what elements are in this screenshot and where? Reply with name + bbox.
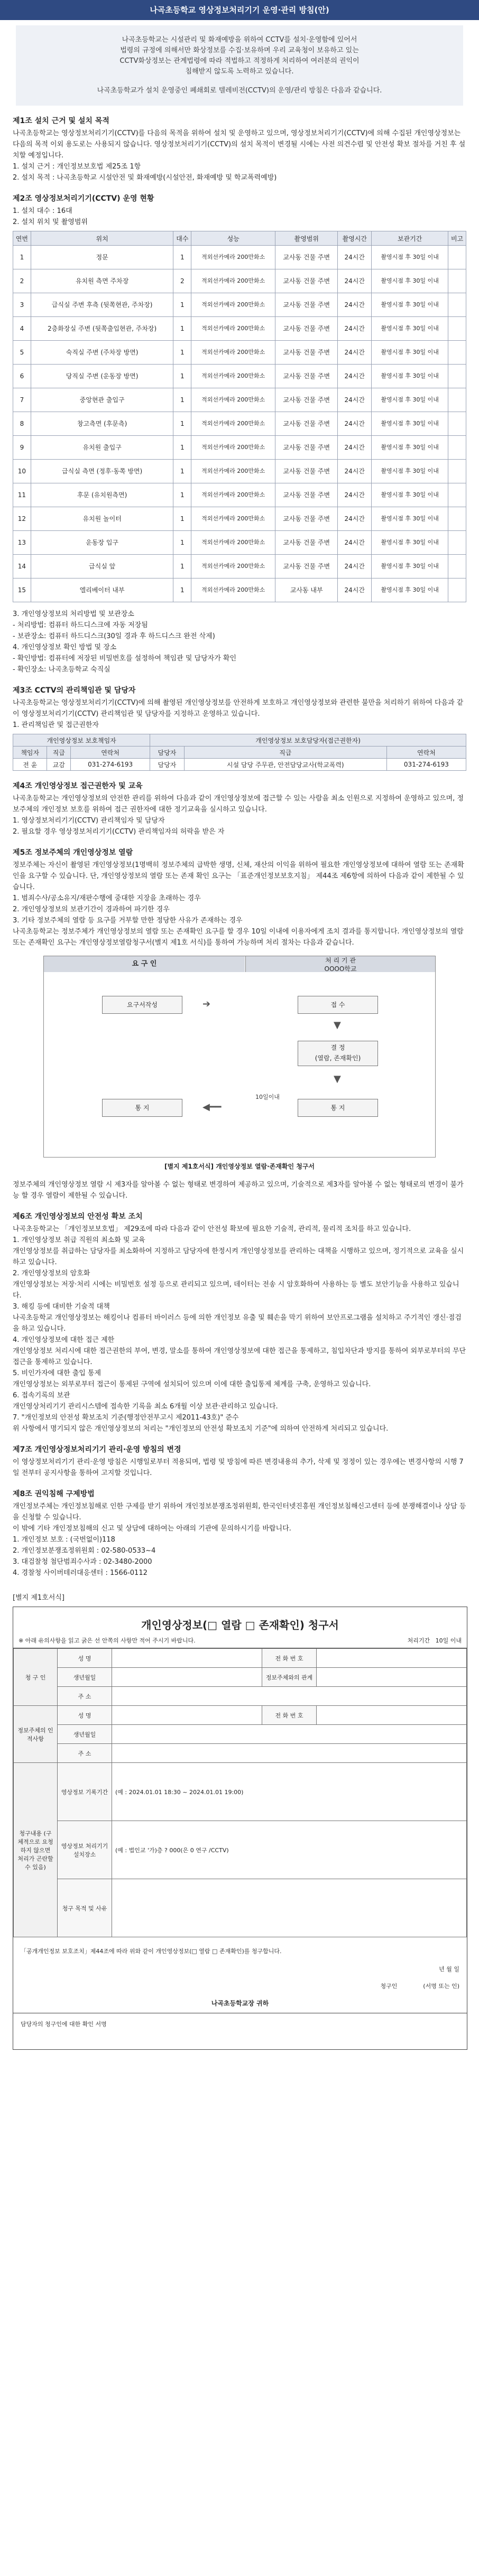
request-content-label: 청구내용 (구체적으로 요청하지 않으면 처리가 곤란할 수 있음) — [14, 1763, 58, 1937]
section-10 — [13, 1488, 466, 1579]
section-body: 나곡초등학교는 개인영상정보의 안전한 관리를 위하여 다음과 같이 개인영상정보에 접근할 수 있는 사람을 최소 인원으로 지정하여 운영하고 있으며, 정보주체의 개인정보 보호를 위하여 접근 권한자에 대한 정기교육을 실시하고 있습니다. — [13, 795, 464, 814]
agency-head-name: OOOO학교 — [324, 965, 357, 973]
table-cell: 5 — [13, 341, 31, 365]
section-body: 나곡초등학교는 영상정보처리기기(CCTV)를 다음의 목적을 위하여 설치 및 운영하고 있으며, 영상정보처리기기(CCTV)에 의해 수집된 개인영상정보는 다음의 목적 이외 용도로는 사용되지 않습니다. 영상정보처리기기(CCTV)의 설치 목적이 변경될 시에는 사전 의견수렴 및 안전성 확보 절차를 거친 후 설치할 예정입니다. — [13, 129, 466, 160]
table-cell: 1 — [173, 293, 191, 317]
column-header: 성능 — [191, 231, 275, 246]
section-title: 제3조 CCTV의 관리책임관 및 담당자 — [13, 686, 136, 695]
table-cell: 1 — [173, 507, 191, 531]
table-cell: 교사동 건물 주변 — [275, 246, 338, 269]
relation-label: 정보주체와의 관계 — [262, 1668, 316, 1687]
section-line: 1. 개인영상정보 취급 직원의 최소화 및 교육 — [13, 1236, 145, 1244]
section-line: 개인영상정보는 외부로부터 접근이 통제된 구역에 설치되어 있으며 이에 대한 출입통제 체계를 구축, 운영하고 있습니다. — [13, 1380, 371, 1388]
form-label-text: [별지 제1호서식] — [13, 1594, 65, 1602]
table-row — [13, 507, 466, 531]
cell: 시설 담당 주무관, 안전담당교사(학교폭력) — [184, 759, 386, 771]
notify-left-box: 통 지 — [102, 1099, 182, 1117]
section-line: 2. 개인영상정보의 암호화 — [13, 1270, 90, 1277]
section-line: 개인영상정보를 취급하는 담당자를 최소화하여 지정하고 담당자에 한정시켜 개인영상정보를 관리하는 대책을 시행하고 있으며, 정기적으로 교육을 실시하고 있습니다. — [13, 1247, 464, 1266]
table-cell: 교사동 내부 — [275, 578, 338, 602]
period-label: 영상정보 기록기간 — [58, 1763, 112, 1821]
table-cell: 촬영시점 후 30일 이내 — [372, 341, 448, 365]
request-box: 요구서작성 — [102, 996, 182, 1014]
purpose-label: 청구 목적 및 사유 — [58, 1879, 112, 1937]
col-head: 연락처 — [386, 746, 466, 759]
section-7 — [13, 1179, 466, 1201]
table-cell: 촬영시점 후 30일 이내 — [372, 412, 448, 436]
arrow-left-icon: ◀━━ — [202, 1102, 222, 1113]
address-label: 주 소 — [58, 1744, 112, 1763]
table-cell: 24시간 — [338, 412, 372, 436]
table-row — [13, 555, 466, 578]
table-cell: 24시간 — [338, 555, 372, 578]
cell: 031-274-6193 — [386, 759, 466, 771]
table-cell: 교사동 건물 주변 — [275, 388, 338, 412]
section-6 — [13, 847, 466, 948]
section-line: 4. 경찰청 사이버테러대응센터 : 1566-0112 — [13, 1569, 148, 1577]
table-cell: 적외선카메라 200만화소 — [191, 317, 275, 341]
staff-confirm-row — [13, 2013, 467, 2049]
section-line: 개인영상정보는 저장·처리 시에는 비밀번호 설정 등으로 관리되고 있으며, 데이터는 전송 시 암호화하여 사용하는 등 별도 보안기능을 사용하고 있습니다. — [13, 1281, 459, 1300]
table-cell — [448, 483, 466, 507]
table-cell: 적외선카메라 200만화소 — [191, 507, 275, 531]
table-cell: 1 — [173, 246, 191, 269]
table-cell: 8 — [13, 412, 31, 436]
form-title: 개인영상정보(□ 열람 □ 존재확인) 청구서 — [141, 1619, 339, 1631]
table-row — [13, 412, 466, 436]
table-row — [13, 483, 466, 507]
table-cell: 운동장 입구 — [31, 531, 173, 555]
section-title: 제4조 개인영상정보 접근권한자 및 교육 — [13, 782, 143, 790]
table-cell: 적외선카메라 200만화소 — [191, 341, 275, 365]
table-cell: 적외선카메라 200만화소 — [191, 388, 275, 412]
subject-birth-field[interactable] — [112, 1725, 467, 1744]
section-9 — [13, 1444, 466, 1479]
col-head: 연락처 — [71, 746, 150, 759]
procedure-diagram — [43, 956, 436, 1158]
applicant-address-field[interactable] — [112, 1687, 467, 1706]
birth-label: 생년월일 — [58, 1725, 112, 1744]
table-cell: 교사동 건물 주변 — [275, 507, 338, 531]
applicant-name-field[interactable] — [112, 1649, 262, 1668]
cell: 전 윤 — [13, 759, 47, 771]
table-cell: 1 — [173, 412, 191, 436]
section-3 — [13, 609, 466, 675]
processing-label: 처리기간 — [407, 1637, 430, 1644]
table-cell: 24시간 — [338, 293, 372, 317]
section-body: 이 영상정보처리기기 관리·운영 방침은 시행일로부터 적용되며, 법령 및 방침에 따른 변경내용의 추가, 삭제 및 정정이 있는 경우에는 변경사항의 시행 7일 전부터 공지사항을 통하여 고지할 것입니다. — [13, 1458, 464, 1477]
table-cell — [448, 531, 466, 555]
section-line: 3. 대검찰청 첨단범죄수사과 : 02-3480-2000 — [13, 1558, 152, 1566]
form-footer-text — [13, 1937, 467, 2013]
table-cell — [448, 388, 466, 412]
applicant-birth-field[interactable] — [112, 1668, 262, 1687]
cctv-table-body — [13, 246, 466, 602]
table-cell: 13 — [13, 531, 31, 555]
table-cell: 촬영시점 후 30일 이내 — [372, 436, 448, 460]
table-cell: 적외선카메라 200만화소 — [191, 578, 275, 602]
column-header: 촬영시간 — [338, 231, 372, 246]
period-field[interactable]: (예 : 2024.01.01 18:30 ~ 2024.01.01 19:00) — [112, 1763, 467, 1821]
processing-period — [408, 1636, 462, 1645]
table-row — [13, 460, 466, 483]
table-cell: 15 — [13, 578, 31, 602]
law-statement: 「공개개인정보 보호조치」제44조에 따라 위와 같이 개인영상정보(□ 열람 □ 존재확인)를 청구합니다. — [21, 1948, 282, 1955]
name-label: 성 명 — [58, 1649, 112, 1668]
table-cell: 24시간 — [338, 341, 372, 365]
table-cell — [448, 365, 466, 388]
section-body: 개인정보주체는 개인정보침해로 인한 구제를 받기 위하여 개인정보분쟁조정위원회, 한국인터넷진흥원 개인정보침해신고센터 등에 분쟁해결이나 상담 등을 신청할 수 있습니다. — [13, 1502, 466, 1522]
section-line: 7. "개인정보의 안전성 확보조치 기준(행정안전부고시 제2011-43호)" 준수 — [13, 1414, 239, 1422]
table-row — [13, 436, 466, 460]
staff-confirm-label: 담당자의 청구인에 대한 확인 서명 — [21, 2021, 107, 2028]
table-cell: 7 — [13, 388, 31, 412]
section-line: - 확인방법: 컴퓨터에 저장된 비밀번호를 설정하여 책임관 및 담당자가 확인 — [13, 655, 237, 662]
table-cell: 촬영시점 후 30일 이내 — [372, 388, 448, 412]
section-line: 5. 비인가자에 대한 출입 통제 — [13, 1369, 102, 1377]
section-line: 위 사항에서 명기되지 않은 개인영상정보의 처리는 "개인정보의 안전성 확보조치 기준"에 의하여 안전하게 처리되고 있습니다. — [13, 1425, 389, 1433]
table-cell: 1 — [173, 365, 191, 388]
table-cell: 2 — [173, 269, 191, 293]
section-title: 제6조 개인영상정보의 안전성 확보 조치 — [13, 1212, 143, 1221]
section-item: 2. 필요할 경우 영상정보처리기기(CCTV) 관리책임자의 허락을 받은 자 — [13, 828, 225, 836]
cell: 교감 — [47, 759, 71, 771]
section-title: 제1조 설치 근거 및 설치 목적 — [13, 117, 109, 125]
table-cell: 교사동 건물 주변 — [275, 341, 338, 365]
table-cell — [448, 293, 466, 317]
subject-phone-field[interactable] — [316, 1706, 466, 1725]
table-cell: 1 — [173, 483, 191, 507]
table-cell: 급식실 앞 — [31, 555, 173, 578]
table-cell: 1 — [173, 555, 191, 578]
table-cell: 적외선카메라 200만화소 — [191, 555, 275, 578]
table-cell: 중앙현관 출입구 — [31, 388, 173, 412]
birth-label: 생년월일 — [58, 1668, 112, 1687]
purpose-field[interactable] — [112, 1879, 467, 1937]
table-cell: 12 — [13, 507, 31, 531]
intro-line: CCTV화상정보는 관계법령에 따라 적법하고 적정하게 처리하여 여러분의 권익이 — [119, 57, 360, 65]
arrow-down-icon: ▼ — [334, 1020, 341, 1031]
table-cell: 적외선카메라 200만화소 — [191, 483, 275, 507]
table-cell — [448, 269, 466, 293]
section-line: 1. 개인정보 보호 : (국번없이)118 — [13, 1536, 115, 1544]
table-cell: 1 — [173, 436, 191, 460]
column-header: 보관기간 — [372, 231, 448, 246]
table-cell: 24시간 — [338, 531, 372, 555]
section-item: 1. 영상정보처리기기(CCTV) 관리책임자 및 담당자 — [13, 817, 165, 825]
table-cell — [448, 246, 466, 269]
subject-name-field[interactable] — [112, 1706, 262, 1725]
table-cell: 적외선카메라 200만화소 — [191, 436, 275, 460]
table-cell: 촬영시점 후 30일 이내 — [372, 269, 448, 293]
table-cell: 적외선카메라 200만화소 — [191, 460, 275, 483]
receive-box: 접 수 — [298, 996, 378, 1014]
table-cell: 2층화장실 주변 (뒷쪽출입현관, 주차장) — [31, 317, 173, 341]
table-cell — [448, 317, 466, 341]
agency-head-label: 처 리 기 관 — [325, 957, 356, 964]
table-cell — [448, 341, 466, 365]
phone-label: 전 화 번 호 — [262, 1649, 316, 1668]
section-title: 제7조 개인영상정보처리기기 관리·운영 방침의 변경 — [13, 1445, 181, 1454]
section-8 — [13, 1211, 466, 1434]
table-cell: 교사동 건물 주변 — [275, 436, 338, 460]
table-cell: 촬영시점 후 30일 이내 — [372, 365, 448, 388]
table-cell: 24시간 — [338, 317, 372, 341]
signature-label: 청구인 — [380, 1983, 398, 1990]
table-cell: 급식실 주변 후측 (뒷쪽현관, 주차장) — [31, 293, 173, 317]
form-label — [13, 1592, 466, 1603]
section-line: 나곡초등학교 개인영상정보는 해킹이나 컴퓨터 바이러스 등에 의한 개인정보 유출 및 훼손을 막기 위하여 보안프로그램을 설치하고 주기적인 갱신·점검을 하고 있습니다. — [13, 1314, 462, 1333]
section-line: 2. 개인정보분쟁조정위원회 : 02-580-0533~4 — [13, 1547, 156, 1555]
form-date: 년 월 일 — [439, 1966, 459, 1973]
table-cell: 유치원 측면 주차장 — [31, 269, 173, 293]
table-cell: 1 — [173, 317, 191, 341]
table-cell: 촬영시점 후 30일 이내 — [372, 578, 448, 602]
table-cell: 교사동 건물 주변 — [275, 365, 338, 388]
section-line: - 확인장소: 나곡초등학교 숙직실 — [13, 666, 110, 674]
recipient: 나곡초등학교장 귀하 — [211, 2000, 269, 2007]
table-cell: 9 — [13, 436, 31, 460]
table-cell: 24시간 — [338, 246, 372, 269]
column-header: 비고 — [448, 231, 466, 246]
form-note: ※ 아래 유의사항을 읽고 굵은 선 안쪽의 사항만 적어 주시기 바랍니다. — [19, 1637, 196, 1644]
table-cell: 교사동 건물 주변 — [275, 531, 338, 555]
relation-field[interactable] — [316, 1668, 466, 1687]
table-cell: 1 — [173, 531, 191, 555]
section-item: 2. 설치 목적 : 나곡초등학교 시설안전 및 화재예방(시설안전, 화재예방 및 학교폭력예방) — [13, 174, 277, 182]
section-item: 1. 범죄수사/공소유지/재판수행에 중대한 지장을 초래하는 경우 — [13, 894, 201, 902]
table-cell: 4 — [13, 317, 31, 341]
request-form — [13, 1607, 467, 2050]
place-field[interactable]: (예 : 법인교 '가)층 ? 000(은 0 연구 /CCTV) — [112, 1821, 467, 1879]
table-cell: 24시간 — [338, 578, 372, 602]
table-cell: 1 — [13, 246, 31, 269]
table-cell: 3 — [13, 293, 31, 317]
table-cell — [448, 436, 466, 460]
intro-line: 법령의 규정에 의해서만 화상정보를 수집·보유하며 우리 교육청이 보유하고 있는 — [120, 46, 359, 54]
section-5 — [13, 780, 466, 837]
column-header: 위치 — [31, 231, 173, 246]
section-line: 개인영상처리기기 관리시스템에 접속한 기록을 최소 6개월 이상 보관·관리하고 있습니다. — [13, 1403, 278, 1411]
table-cell: 6 — [13, 365, 31, 388]
intro-box — [16, 25, 463, 106]
section-line: - 처리방법: 컴퓨터 하드디스크에 자동 저장됨 — [13, 621, 148, 629]
section-line: 3. 개인영상정보의 처리방법 및 보관장소 — [13, 610, 134, 618]
section-body: 나곡초등학교는 정보주체가 개인영상정보의 열람 또는 존재확인 요구를 할 경우 10일 이내에 이용자에게 조치 결과를 통지합니다. 개인영상정보의 열람 또는 존재확인 요구는 개인영상정보열람청구서(별지 제1호 서식)를 통하여 가능하며 처리 절차는 다음과 같습니다. — [13, 928, 464, 947]
diagram-caption: [별지 제1호서식] 개인영상정보 열람·존재확인 청구서 — [164, 1163, 315, 1170]
cell: 담당자 — [150, 759, 184, 771]
table-row — [13, 531, 466, 555]
table-cell: 2 — [13, 269, 31, 293]
section-body: 나곡초등학교는 영상정보처리기기(CCTV)에 의해 촬영된 개인영상정보를 안전하게 보호하고 개인영상정보와 관련한 불만을 처리하기 위하여 다음과 같이 영상정보처리기기(CCTV) 관리책임관 및 담당자를 지정하고 운영하고 있습니다. — [13, 699, 464, 718]
col-head: 직급 — [184, 746, 386, 759]
table-cell: 교사동 건물 주변 — [275, 555, 338, 578]
table-cell: 10 — [13, 460, 31, 483]
table-cell: 24시간 — [338, 388, 372, 412]
table-cell: 적외선카메라 200만화소 — [191, 365, 275, 388]
table-cell: 정문 — [31, 246, 173, 269]
table-cell: 적외선카메라 200만화소 — [191, 246, 275, 269]
section-line: 개인영상정보 처리시에 대한 접근권한의 부여, 변경, 말소를 통하여 개인영상정보에 대한 접근을 통제하고, 침입차단과 방지를 통하여 외부로부터의 무단 접근을 통제하고 있습니다. — [13, 1347, 466, 1366]
subject-address-field[interactable] — [112, 1744, 467, 1763]
section-4 — [13, 685, 466, 731]
processing-value: 10일 이내 — [435, 1637, 462, 1644]
section-item: 2. 개인영상정보의 보관기간이 경과하여 파기한 경우 — [13, 906, 170, 913]
form-top-row — [13, 1632, 467, 1648]
section-line: - 보관장소: 컴퓨터 하드디스크(30일 경과 후 하드디스크 완전 삭제) — [13, 632, 215, 640]
table-cell: 교사동 건물 주변 — [275, 412, 338, 436]
table-cell: 유치원 출입구 — [31, 436, 173, 460]
table-cell: 24시간 — [338, 507, 372, 531]
place-label: 영상정보 처리기기 설치장소 — [58, 1821, 112, 1879]
table-cell: 1 — [173, 460, 191, 483]
table-row — [13, 317, 466, 341]
table-cell: 1 — [173, 388, 191, 412]
agency-head — [245, 956, 435, 972]
table-cell: 교사동 건물 주변 — [275, 483, 338, 507]
section-item: 3. 기타 정보주체의 열람 등 요구를 거부할 만한 정당한 사유가 존재하는 경우 — [13, 917, 243, 925]
table-cell: 11 — [13, 483, 31, 507]
cctv-table — [13, 231, 466, 602]
signature-row — [21, 1982, 459, 1990]
applicant-phone-field[interactable] — [316, 1649, 466, 1668]
table-cell — [448, 578, 466, 602]
section-title: 제8조 권익침해 구제방법 — [13, 1490, 95, 1498]
table-cell — [448, 555, 466, 578]
days-note: 10일이내 — [255, 1094, 280, 1100]
table-cell: 14 — [13, 555, 31, 578]
col-head: 담당자 — [150, 746, 184, 759]
review-label: 결 정 — [330, 1044, 345, 1051]
section-item: 2. 설치 위치 및 촬영범위 — [13, 218, 88, 226]
section-body: 정보주체의 개인영상정보 열람 시 제3자를 알아볼 수 없는 형태로 변경하여 제공하고 있으며, 기술적으로 제3자를 알아볼 수 없는 형태로의 변경이 불가능 할 경우 열람이 제한될 수 있습니다. — [13, 1181, 464, 1200]
section-2 — [13, 193, 466, 228]
table-cell: 촬영시점 후 30일 이내 — [372, 317, 448, 341]
name-label: 성 명 — [58, 1706, 112, 1725]
table-cell: 창고측면 (후문측) — [31, 412, 173, 436]
table-cell — [448, 412, 466, 436]
table-cell — [448, 507, 466, 531]
section-item: 1. 설치 대수 : 16대 — [13, 207, 72, 215]
page-title-banner — [0, 0, 479, 20]
table-cell: 적외선카메라 200만화소 — [191, 412, 275, 436]
section-body: 이 밖에 기타 개인정보침해의 신고 및 상담에 대하여는 아래의 기관에 문의하시기를 바랍니다. — [13, 1525, 291, 1533]
section-1 — [13, 115, 466, 183]
page-title: 나곡초등학교 영상정보처리기기 운영·관리 방침(안) — [150, 5, 329, 15]
table-cell: 후문 (유치원측면) — [31, 483, 173, 507]
staff-head: 개인영상정보 보호담당자(접근권한자) — [150, 734, 466, 746]
table-cell: 촬영시점 후 30일 이내 — [372, 483, 448, 507]
column-header: 촬영범위 — [275, 231, 338, 246]
section-body: 정보주체는 자신이 촬영된 개인영상정보(1명백히 정보주체의 급박한 생명, 신체, 재산의 이익을 위하여 필요한 개인영상정보에 대하여 열람 또는 존재확인을 요구할 수 있습니다. 단, 개인영상정보의 열람 또는 존재 확인 요구는 「표준개인정보보호지침」 제44조 제6항에 의하여 다음과 같이 제한될 수 있습니다. — [13, 861, 464, 891]
table-cell: 적외선카메라 200만화소 — [191, 293, 275, 317]
table-cell: 적외선카메라 200만화소 — [191, 269, 275, 293]
table-cell: 당직실 주변 (운동장 방면) — [31, 365, 173, 388]
cell: 031-274-6193 — [71, 759, 150, 771]
table-cell: 촬영시점 후 30일 이내 — [372, 531, 448, 555]
column-header: 연번 — [13, 231, 31, 246]
review-box — [298, 1041, 378, 1066]
manager-table — [13, 734, 466, 771]
table-cell: 24시간 — [338, 483, 372, 507]
arrow-down-icon: ▼ — [334, 1074, 341, 1085]
applicant-label: 청 구 인 — [14, 1649, 58, 1706]
subject-label: 정보주체의 인적사항 — [14, 1706, 58, 1763]
table-cell: 촬영시점 후 30일 이내 — [372, 507, 448, 531]
table-cell: 엘리베이터 내부 — [31, 578, 173, 602]
column-header: 대수 — [173, 231, 191, 246]
table-row — [13, 269, 466, 293]
section-line: 3. 해킹 등에 대비한 기술적 대책 — [13, 1303, 110, 1311]
review-detail: (열람, 존재확인) — [315, 1054, 361, 1062]
requester-head: 요 구 인 — [44, 956, 245, 972]
table-cell — [448, 460, 466, 483]
col-head: 책임자 — [13, 746, 47, 759]
intro-line: 침해받지 않도록 노력하고 있습니다. — [185, 68, 294, 76]
section-item: 1. 관리책임관 및 접근권한자 — [13, 721, 99, 729]
table-cell: 1 — [173, 578, 191, 602]
section-title: 제5조 정보주체의 개인영상정보 열람 — [13, 848, 133, 857]
table-cell: 급식실 측면 (정후·동쪽 방면) — [31, 460, 173, 483]
table-cell: 교사동 건물 주변 — [275, 269, 338, 293]
intro-line: 나곡초등학교는 시설관리 및 화재예방을 위하여 CCTV를 설치·운영함에 있어서 — [122, 36, 357, 44]
phone-label: 전 화 번 호 — [262, 1706, 316, 1725]
address-label: 주 소 — [58, 1687, 112, 1706]
table-row — [13, 341, 466, 365]
table-row — [13, 293, 466, 317]
section-title: 제2조 영상정보처리기기(CCTV) 운영 현황 — [13, 194, 154, 203]
table-row — [13, 388, 466, 412]
table-cell: 24시간 — [338, 460, 372, 483]
section-line: 4. 개인영상정보에 대한 접근 제한 — [13, 1336, 115, 1344]
cctv-table-header — [13, 231, 466, 246]
arrow-right-icon: ➔ — [202, 998, 211, 1010]
intro-summary: 나곡초등학교가 설치 운영중인 폐쇄회로 텔레비전(CCTV)의 운영/관리 방침은 다음과 같습니다. — [97, 87, 382, 95]
table-row — [13, 578, 466, 602]
table-cell: 촬영시점 후 30일 이내 — [372, 293, 448, 317]
table-cell: 교사동 건물 주변 — [275, 317, 338, 341]
table-cell: 촬영시점 후 30일 이내 — [372, 555, 448, 578]
table-cell: 24시간 — [338, 269, 372, 293]
table-cell: 24시간 — [338, 365, 372, 388]
table-row — [13, 365, 466, 388]
table-cell: 적외선카메라 200만화소 — [191, 531, 275, 555]
table-cell: 유치원 놀이터 — [31, 507, 173, 531]
section-line: 6. 접속기록의 보관 — [13, 1392, 70, 1399]
notify-right-box: 통 지 — [298, 1099, 378, 1117]
table-cell: 24시간 — [338, 436, 372, 460]
table-row — [13, 246, 466, 269]
table-cell: 교사동 건물 주변 — [275, 460, 338, 483]
col-head: 직급 — [47, 746, 71, 759]
table-cell: 촬영시점 후 30일 이내 — [372, 460, 448, 483]
section-body: 나곡초등학교는 「개인정보보호법」 제29조에 따라 다음과 같이 안전성 확보에 필요한 기술적, 관리적, 물리적 조치를 하고 있습니다. — [13, 1225, 411, 1233]
signature-hint: (서명 또는 인) — [423, 1983, 459, 1990]
table-cell: 교사동 건물 주변 — [275, 293, 338, 317]
section-line: 4. 개인영상정보 확인 방법 및 장소 — [13, 643, 117, 651]
section-item: 1. 설치 근거 : 개인정보보호법 제25조 1항 — [13, 163, 141, 171]
manager-head: 개인영상정보 보호책임자 — [13, 734, 150, 746]
table-cell: 촬영시점 후 30일 이내 — [372, 246, 448, 269]
table-cell: 1 — [173, 341, 191, 365]
table-cell: 숙직실 주변 (주차장 방면) — [31, 341, 173, 365]
form-table — [13, 1648, 467, 1937]
